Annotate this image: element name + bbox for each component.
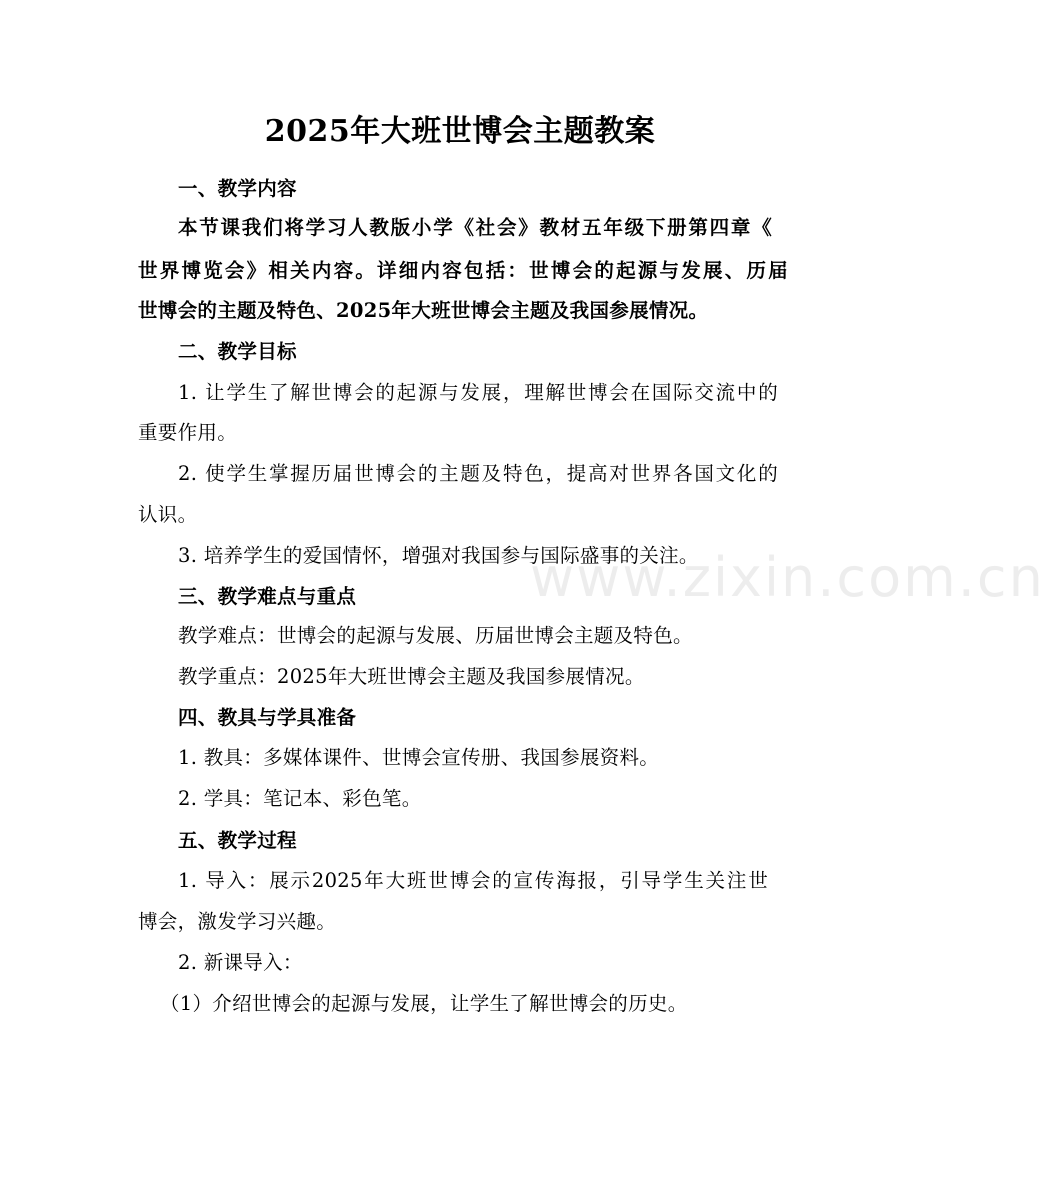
paragraph-line: 重要作用。: [138, 421, 238, 444]
paragraph-line: 3. 培养学生的爱国情怀，增强对我国参与国际盛事的关注。: [178, 544, 699, 567]
watermark: www.zixin.com.cn: [530, 546, 1045, 609]
section-heading-difficulty: 三、教学难点与重点: [178, 585, 357, 608]
paragraph-line: 教学重点：2025年大班世博会主题及我国参展情况。: [178, 665, 645, 688]
paragraph-line: 1. 导入：展示2025年大班世博会的宣传海报，引导学生关注世: [178, 869, 768, 892]
paragraph-line: 世博会的主题及特色、2025年大班世博会主题及我国参展情况。: [138, 299, 709, 322]
paragraph-line: 认识。: [138, 503, 198, 526]
paragraph-line: 2. 新课导入：: [178, 951, 303, 974]
section-heading-goals: 二、教学目标: [178, 340, 297, 363]
paragraph-line: 博会，激发学习兴趣。: [138, 910, 337, 933]
paragraph-line: 2. 学具：笔记本、彩色笔。: [178, 787, 422, 810]
paragraph-line: 1. 让学生了解世博会的起源与发展，理解世博会在国际交流中的: [178, 381, 778, 404]
section-heading-content: 一、教学内容: [178, 177, 297, 200]
paragraph-line: 本节课我们将学习人教版小学《社会》教材五年级下册第四章《: [178, 216, 772, 239]
paragraph-line: 世界博览会》相关内容。详细内容包括：世博会的起源与发展、历届: [138, 259, 788, 282]
paragraph-line: 1. 教具：多媒体课件、世博会宣传册、我国参展资料。: [178, 746, 660, 769]
section-heading-tools: 四、教具与学具准备: [178, 706, 357, 729]
section-heading-process: 五、教学过程: [178, 829, 297, 852]
paragraph-line: 教学难点：世博会的起源与发展、历届世博会主题及特色。: [178, 624, 693, 647]
paragraph-line: （1）介绍世博会的起源与发展，让学生了解世博会的历史。: [160, 992, 688, 1015]
document-title: 2025年大班世博会主题教案: [264, 114, 656, 149]
paragraph-line: 2. 使学生掌握历届世博会的主题及特色，提高对世界各国文化的: [178, 462, 778, 485]
